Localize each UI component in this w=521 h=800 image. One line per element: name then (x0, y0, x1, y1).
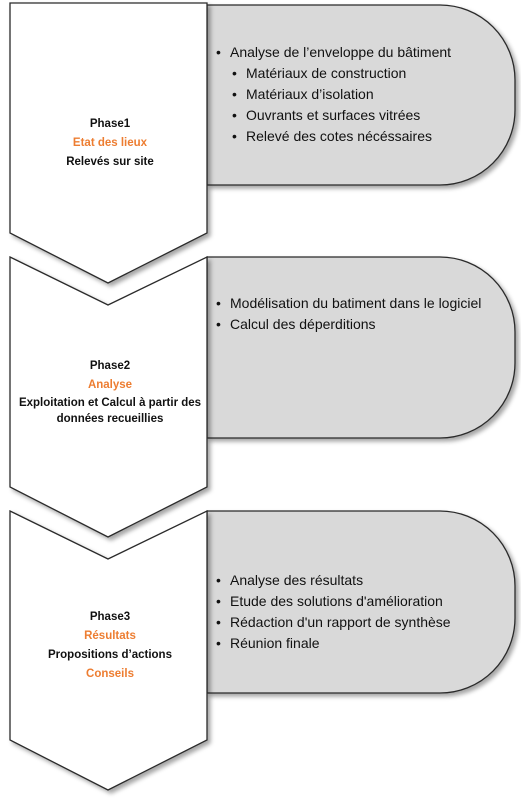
phase1-task-1: • Analyse de l’enveloppe du bâtiment (214, 42, 499, 63)
phase1-number: Phase1 (89, 118, 131, 130)
phase3-number: Phase3 (89, 611, 131, 623)
phase2-name: Analyse (87, 379, 133, 391)
phase1-subtask-3: • Ouvrants et surfaces vitrées (214, 105, 499, 126)
phase2-line-1: Exploitation et Calcul à partir des (18, 397, 202, 409)
phase2-task-list (214, 293, 499, 335)
phase1-task-list (214, 42, 499, 147)
phase3-name: Résultats (84, 630, 136, 642)
phase3-extra: Conseils (86, 668, 134, 680)
phase1-subtask-2: • Matériaux d’isolation (214, 84, 499, 105)
phase2-detail-box (207, 257, 515, 438)
phase1-subtask-4: • Relevé des cotes nécéssaires (214, 126, 499, 147)
phase3-task-2: • Etude des solutions d'amélioration (214, 591, 499, 612)
phase1-label (10, 115, 210, 172)
phase3-task-3: • Rédaction d'un rapport de synthèse (214, 612, 499, 633)
phase3-task-4: • Réunion finale (214, 633, 499, 654)
phase2-task-2: • Calcul des déperditions (214, 314, 499, 335)
phase1-name: Etat des lieux (72, 137, 148, 149)
phase2-line-2: données recueillies (56, 413, 164, 425)
phase2-task-1: • Modélisation du batiment dans le logiciel (214, 293, 499, 314)
phase3-line-1: Propositions d’actions (48, 649, 172, 661)
phase1-subtask-1: • Matériaux de construction (214, 63, 499, 84)
phase2-label (10, 357, 210, 427)
phase3-task-1: • Analyse des résultats (214, 570, 499, 591)
phase3-label (10, 608, 210, 684)
phase3-task-list (214, 570, 499, 654)
phase2-number: Phase2 (89, 360, 131, 372)
phase1-line-1: Relevés sur site (66, 156, 154, 168)
